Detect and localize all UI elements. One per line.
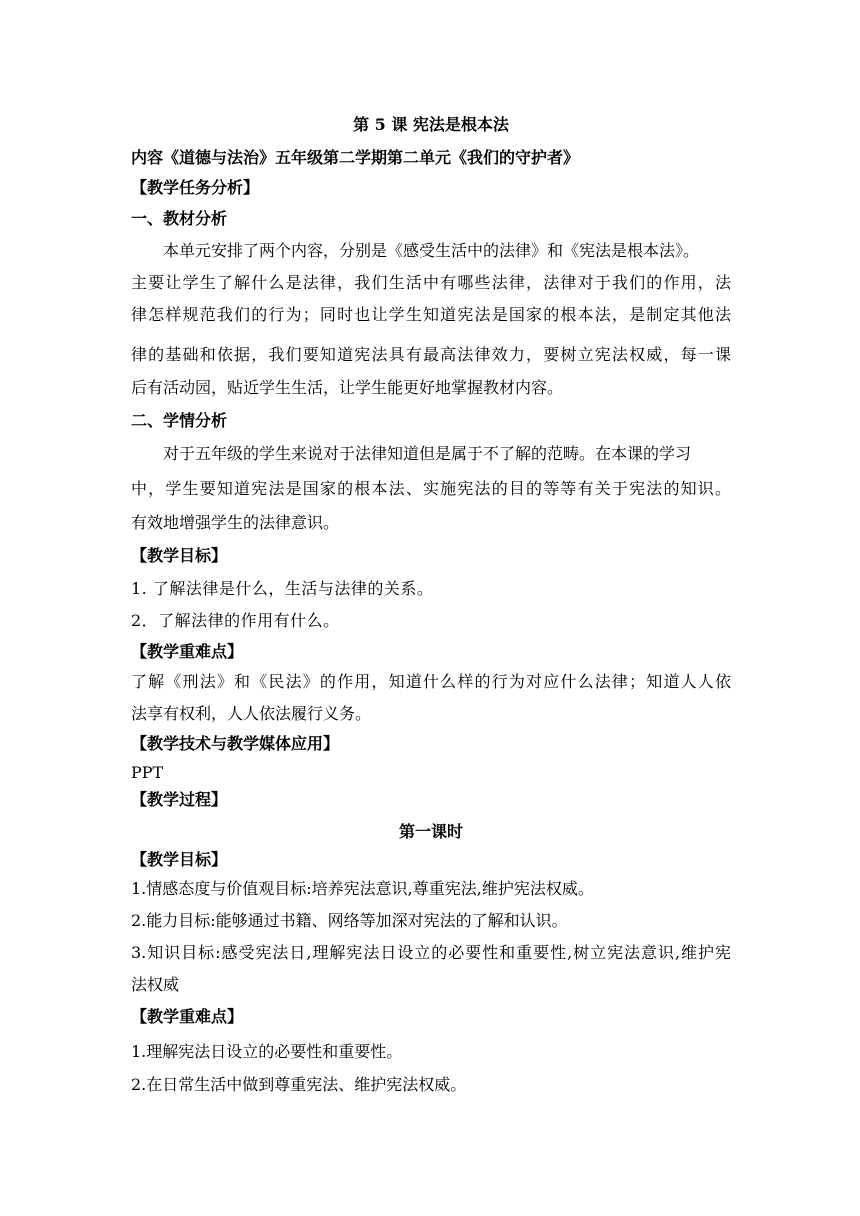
lesson-title: 第 5 课 宪法是根本法 [353, 115, 509, 134]
section-heading-media: 【教学技术与教学媒体应用】 [131, 734, 340, 753]
textbook-paragraph-line: 本单元安排了两个内容，分别是《感受生活中的法律》和《宪法是根本法》。 [163, 241, 700, 260]
textbook-paragraph-line: 后有活动园，贴近学生生活，让学生能更好地掌握教材内容。 [131, 378, 564, 397]
goal-item: 1. 了解法律是什么，生活与法律的关系。 [131, 579, 434, 598]
textbook-paragraph-line: 主要让学生了解什么是法律，我们生活中有哪些法律，法律对于我们的作用，法 [131, 273, 731, 292]
section-heading-task-analysis: 【教学任务分析】 [131, 178, 260, 197]
students-paragraph-line: 有效地增强学生的法律意识。 [131, 513, 340, 532]
lesson-subtitle: 内容《道德与法治》五年级第二学期第二单元《我们的守护者》 [131, 148, 580, 167]
section-heading-key-points: 【教学重难点】 [131, 642, 244, 661]
section-heading-key-points-2: 【教学重难点】 [131, 1007, 244, 1026]
key-point-item-2: 2.在日常生活中做到尊重宪法、维护宪法权威。 [131, 1075, 467, 1094]
goal-item-2: 3.知识目标:感受宪法日,理解宪法日设立的必要性和重要性,树立宪法意识,维护宪 [131, 943, 731, 962]
students-paragraph-line: 中，学生要知道宪法是国家的根本法、实施宪法的目的等等有关于宪法的知识。 [131, 479, 731, 498]
goal-item: 2．了解法律的作用有什么。 [131, 611, 340, 630]
section-heading-goals-2: 【教学目标】 [131, 850, 228, 869]
heading-student-analysis: 二、学情分析 [131, 411, 228, 430]
textbook-paragraph-line: 律的基础和依据，我们要知道宪法具有最高法律效力，要树立宪法权威，每一课 [131, 345, 731, 364]
goal-item-2: 法权威 [131, 975, 180, 994]
media-text: PPT [131, 763, 164, 782]
lesson-one-heading: 第一课时 [398, 822, 463, 841]
students-paragraph-line: 对于五年级的学生来说对于法律知道但是属于不了解的范畴。在本课的学习 [163, 444, 692, 463]
key-point-item-2: 1.理解宪法日设立的必要性和重要性。 [131, 1042, 403, 1061]
section-heading-process: 【教学过程】 [131, 790, 228, 809]
section-heading-goals: 【教学目标】 [131, 546, 228, 565]
heading-textbook-analysis: 一、教材分析 [131, 209, 228, 228]
textbook-paragraph-line: 律怎样规范我们的行为；同时也让学生知道宪法是国家的根本法，是制定其他法 [131, 305, 731, 324]
goal-item-2: 2.能力目标:能够通过书籍、网络等加深对宪法的了解和认识。 [131, 911, 568, 930]
key-points-line: 法享有权利，人人依法履行义务。 [131, 704, 372, 723]
key-points-line: 了解《刑法》和《民法》的作用，知道什么样的行为对应什么法律；知道人人依 [131, 672, 731, 691]
goal-item-2: 1.情感态度与价值观目标:培养宪法意识,尊重宪法,维护宪法权威。 [131, 879, 594, 898]
